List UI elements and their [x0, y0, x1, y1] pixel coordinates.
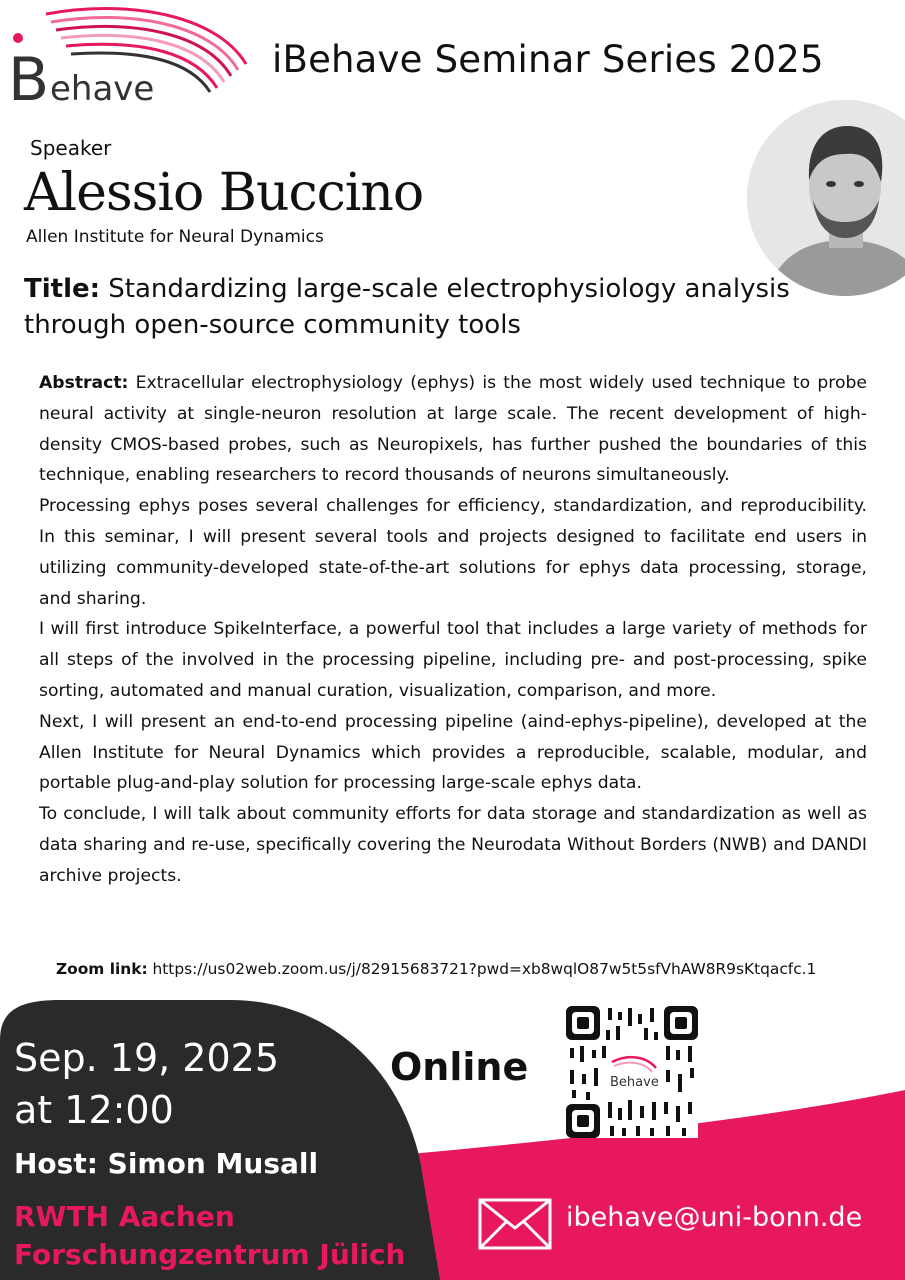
zoom-url[interactable]: https://us02web.zoom.us/j/82915683721?pwd=xb8wqlO87w5t5sfVhAW8R9sKtqacfc.1 — [147, 960, 817, 978]
abstract — [39, 368, 867, 892]
svg-text:Behave: Behave — [610, 1075, 659, 1090]
talk-title — [24, 271, 814, 343]
svg-text:B: B — [8, 45, 50, 104]
logo-text: ehave — [50, 69, 155, 104]
abstract-paragraph: Processing ephys poses several challenges for efficiency, standardization, and reproducibility. In this seminar, I will present several tools and projects designed to facilitate end users in utilizing community-developed state-of-the-art solutions for ephys data processing, storage, and sharing. — [39, 496, 867, 609]
event-mode: Online — [390, 1045, 529, 1089]
abstract-text: Extracellular electrophysiology (ephys) is the most widely used technique to probe neural activity at single-neuron resolution at large scale. The recent development of high-density CMOS-based probes, such as Neuropixels, has further pushed the boundaries of this technique, enabling researchers to record thousands of neurons simultaneously. — [39, 373, 867, 486]
talk-title-label: Title: — [24, 274, 101, 304]
talk-title-text: Standardizing large-scale electrophysiology analysis through open-source community tools — [24, 274, 790, 340]
ibehave-logo — [6, 4, 256, 104]
portrait-photo — [747, 100, 905, 296]
abstract-paragraph: Next, I will present an end-to-end processing pipeline (aind-ephys-pipeline), developed at the Allen Institute for Neural Dynamics which provides a reproducible, scalable, modular, and portable plug-and-play solution for processing large-scale ephys data. — [39, 711, 867, 794]
host: Host: Simon Musall — [14, 1147, 319, 1180]
abstract-paragraph — [39, 368, 867, 491]
abstract-paragraph: To conclude, I will talk about community efforts for data storage and standardization as well as data sharing and re-use, specifically covering the Neurodata Without Borders (NWB) and DANDI archive projects. — [39, 804, 867, 886]
abstract-label: Abstract: — [39, 373, 129, 393]
speaker-label: Speaker — [30, 136, 112, 160]
zoom-label: Zoom link: — [56, 960, 148, 978]
qr-code-icon[interactable] — [566, 1006, 698, 1138]
contact-email[interactable]: ibehave@uni-bonn.de — [566, 1202, 863, 1233]
abstract-paragraph: I will first introduce SpikeInterface, a powerful tool that includes a large variety of methods for all steps of the involved in the processing pipeline, including pre- and post-processing, spike sorting, automated and manual curation, visualization, comparison, and more. — [39, 619, 867, 701]
series-title: iBehave Seminar Series 2025 — [272, 38, 824, 81]
envelope-icon — [478, 1198, 552, 1250]
venue: RWTH Aachen Forschungzentrum Jülich — [14, 1200, 406, 1271]
speaker-affiliation: Allen Institute for Neural Dynamics — [26, 227, 324, 247]
event-date: Sep. 19, 2025 at 12:00 — [14, 1036, 279, 1132]
zoom-link[interactable] — [56, 960, 816, 978]
speaker-name: Alessio Buccino — [24, 163, 424, 223]
